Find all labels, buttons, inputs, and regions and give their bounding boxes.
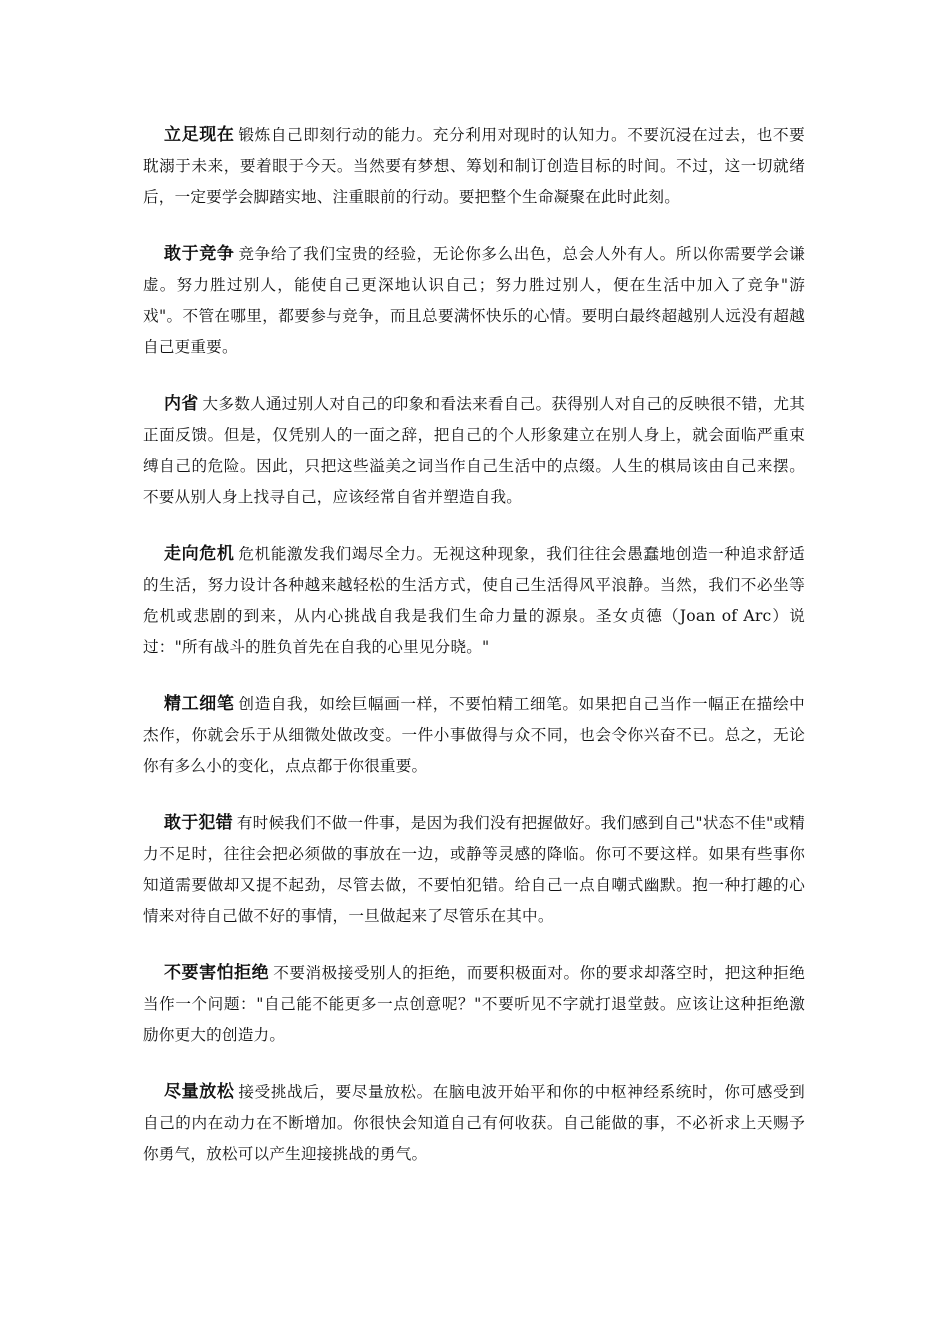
body-compete: 竞争给了我们宝贵的经验，无论你多么出色，总会人外有人。所以你需要学会谦虚。努力胜过别人，能使自己更深地认识自己；努力胜过别人，便在生活中加入了竞争"游戏"。不管在哪里，都要参与竞争，而且总要满怀快乐的心情。要明白最终超越别人远没有超越自己更重要。 xyxy=(143,245,805,356)
paragraph-present xyxy=(143,120,805,213)
body-detail: 创造自我，如绘巨幅画一样，不要怕精工细笔。如果把自己当作一幅正在描绘中杰作，你就会乐于从细微处做改变。一件小事做得与众不同，也会令你兴奋不已。总之，无论你有多么小的变化，点点都于你很重要。 xyxy=(143,695,805,775)
heading-rejection: 不要害怕拒绝 xyxy=(164,963,270,983)
document-page xyxy=(143,120,805,1196)
paragraph-crisis xyxy=(143,539,805,663)
body-present: 锻炼自己即刻行动的能力。充分利用对现时的认知力。不要沉浸在过去，也不要耽溺于未来，要着眼于今天。当然要有梦想、筹划和制订创造目标的时间。不过，这一切就绪后，一定要学会脚踏实地、注重眼前的行动。要把整个生命凝聚在此时此刻。 xyxy=(143,126,805,206)
heading-introspect: 内省 xyxy=(164,394,199,414)
heading-relax: 尽量放松 xyxy=(164,1082,235,1102)
body-mistakes: 有时候我们不做一件事，是因为我们没有把握做好。我们感到自己"状态不佳"或精力不足时，往往会把必须做的事放在一边，或静等灵感的降临。你可不要这样。如果有些事你知道需要做却又提不起劲，尽管去做，不要怕犯错。给自己一点自嘲式幽默。抱一种打趣的心情来对待自己做不好的事情，一旦做起来了尽管乐在其中。 xyxy=(143,814,805,925)
paragraph-rejection xyxy=(143,958,805,1051)
paragraph-compete xyxy=(143,239,805,363)
heading-mistakes: 敢于犯错 xyxy=(164,813,233,833)
heading-compete: 敢于竞争 xyxy=(164,244,235,264)
body-relax: 接受挑战后，要尽量放松。在脑电波开始平和你的中枢神经系统时，你可感受到自己的内在动力在不断增加。你很快会知道自己有何收获。自己能做的事，不必祈求上天赐予你勇气，放松可以产生迎接挑战的勇气。 xyxy=(143,1083,805,1163)
body-crisis: 危机能激发我们竭尽全力。无视这种现象，我们往往会愚蠢地创造一种追求舒适的生活，努力设计各种越来越轻松的生活方式，使自己生活得风平浪静。当然，我们不必坐等危机或悲剧的到来，从内心挑战自我是我们生命力量的源泉。圣女贞德（Joan of Arc）说过："所有战斗的胜负首先在自我的心里见分晓。" xyxy=(143,545,805,656)
paragraph-mistakes xyxy=(143,808,805,932)
paragraph-detail xyxy=(143,689,805,782)
heading-detail: 精工细笔 xyxy=(164,694,235,714)
paragraph-introspect xyxy=(143,389,805,513)
body-introspect: 大多数人通过别人对自己的印象和看法来看自己。获得别人对自己的反映很不错，尤其正面反馈。但是，仅凭别人的一面之辞，把自己的个人形象建立在别人身上，就会面临严重束缚自己的危险。因此，只把这些溢美之词当作自己生活中的点缀。人生的棋局该由自己来摆。不要从别人身上找寻自己，应该经常自省并塑造自我。 xyxy=(143,395,805,506)
heading-present: 立足现在 xyxy=(164,125,235,145)
paragraph-relax xyxy=(143,1077,805,1170)
heading-crisis: 走向危机 xyxy=(164,544,235,564)
body-rejection: 不要消极接受别人的拒绝，而要积极面对。你的要求却落空时，把这种拒绝当作一个问题："自己能不能更多一点创意呢？"不要听见不字就打退堂鼓。应该让这种拒绝激励你更大的创造力。 xyxy=(143,964,806,1044)
